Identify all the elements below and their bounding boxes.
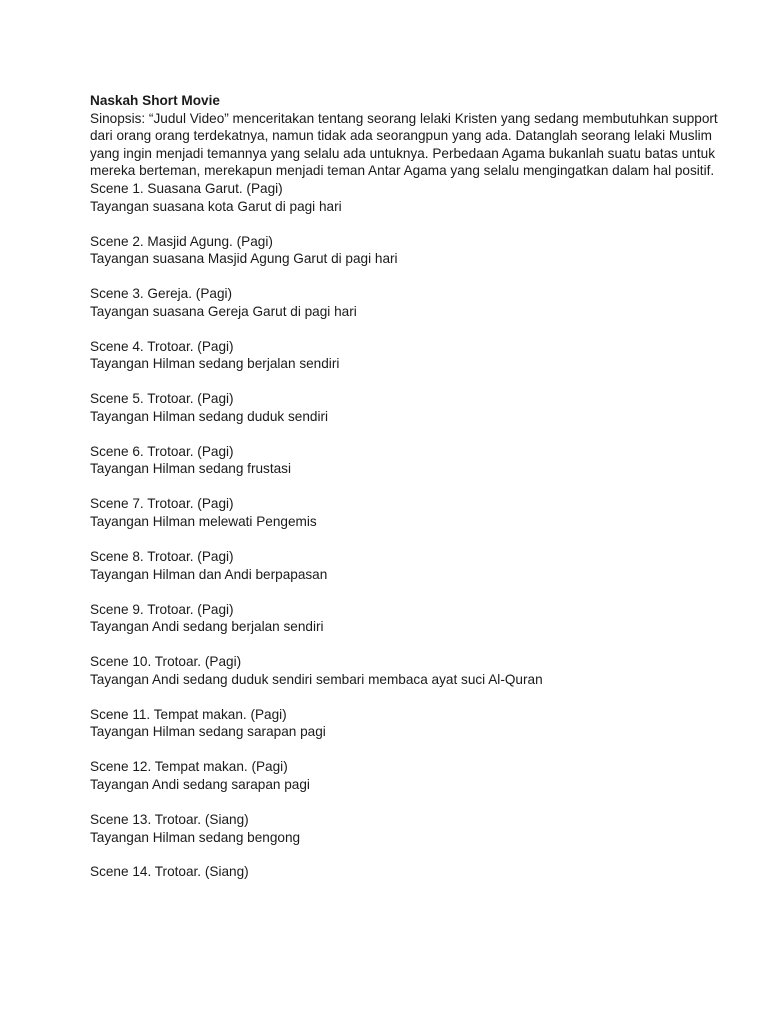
scene-block <box>90 653 720 688</box>
scene-heading: Scene 1. Suasana Garut. (Pagi) <box>90 180 283 196</box>
scene-block <box>90 706 720 741</box>
scene-block <box>90 758 720 793</box>
scene-description: Tayangan Andi sedang berjalan sendiri <box>90 619 324 635</box>
scene-block <box>90 443 720 478</box>
scene-block <box>90 285 720 320</box>
scene-block <box>90 233 720 268</box>
scene-description: Tayangan Hilman sedang duduk sendiri <box>90 408 329 424</box>
scene-description: Tayangan suasana Gereja Garut di pagi hari <box>90 303 357 319</box>
scene-block <box>90 811 720 846</box>
scene-description: Tayangan Hilman melewati Pengemis <box>90 514 317 530</box>
scene-description: Tayangan Hilman sedang sarapan pagi <box>90 724 326 740</box>
scene-block <box>90 338 720 373</box>
scene-description: Tayangan Andi sedang sarapan pagi <box>90 776 310 792</box>
scene-heading: Scene 14. Trotoar. (Siang) <box>90 864 249 880</box>
scene-description: Tayangan Hilman sedang frustasi <box>90 461 291 477</box>
synopsis-paragraph: Sinopsis: “Judul Video” menceritakan tentang seorang lelaki Kristen yang sedang membutuhkan support dari orang orang terdekatnya, namun tidak ada seorangpun yang ada. Datanglah seorang lelaki Muslim yang ingin menjadi temannya yang selalu ada untuknya. Perbedaan Agama bukanlah suatu batas untuk mereka berteman, merekapun menjadi teman Antar Agama yang selalu mengingatkan dalam hal positif. <box>90 110 718 179</box>
scene-heading: Scene 7. Trotoar. (Pagi) <box>90 496 234 512</box>
scene-block <box>90 601 720 636</box>
scene-heading: Scene 13. Trotoar. (Siang) <box>90 811 249 827</box>
scene-heading: Scene 6. Trotoar. (Pagi) <box>90 443 234 459</box>
scene-description: Tayangan Hilman dan Andi berpapasan <box>90 566 328 582</box>
scene-heading: Scene 11. Tempat makan. (Pagi) <box>90 706 287 722</box>
scene-block <box>90 180 720 215</box>
scene-heading: Scene 4. Trotoar. (Pagi) <box>90 338 234 354</box>
scene-block <box>90 495 720 530</box>
document-title: Naskah Short Movie <box>90 93 220 108</box>
scene-heading: Scene 8. Trotoar. (Pagi) <box>90 549 234 565</box>
scene-heading: Scene 3. Gereja. (Pagi) <box>90 286 233 302</box>
scene-block <box>90 390 720 425</box>
scene-heading: Scene 9. Trotoar. (Pagi) <box>90 601 234 617</box>
scene-description: Tayangan Andi sedang duduk sendiri sembari membaca ayat suci Al-Quran <box>90 671 543 687</box>
scene-block <box>90 548 720 583</box>
scene-description: Tayangan suasana kota Garut di pagi hari <box>90 198 342 214</box>
scene-heading: Scene 12. Tempat makan. (Pagi) <box>90 759 288 775</box>
document-body <box>90 92 720 898</box>
scene-block <box>90 863 720 881</box>
scene-heading: Scene 10. Trotoar. (Pagi) <box>90 654 242 670</box>
scene-heading: Scene 5. Trotoar. (Pagi) <box>90 391 234 407</box>
scene-description: Tayangan Hilman sedang berjalan sendiri <box>90 356 340 372</box>
scene-description: Tayangan suasana Masjid Agung Garut di pagi hari <box>90 251 398 267</box>
scene-description: Tayangan Hilman sedang bengong <box>90 829 301 845</box>
scene-heading: Scene 2. Masjid Agung. (Pagi) <box>90 233 273 249</box>
